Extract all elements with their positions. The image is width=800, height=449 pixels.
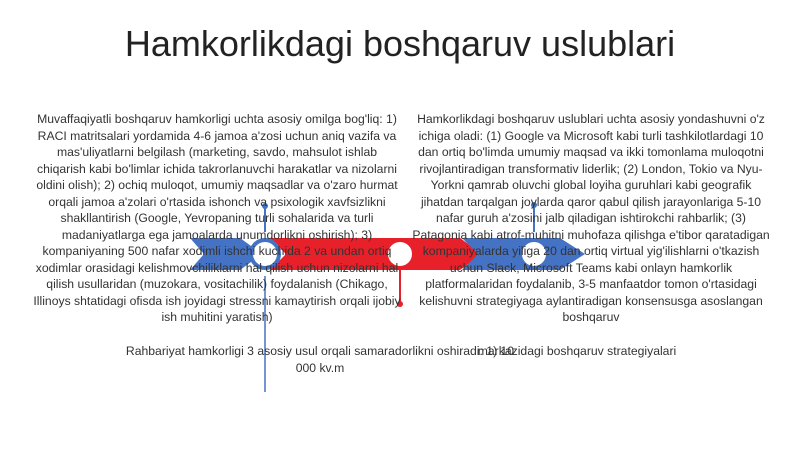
bottom-right-description: markazidagi boshqaruv strategiyalari — [477, 344, 677, 358]
left-description: Muvaffaqiyatli boshqaruv hamkorligi uchta asosiy omilga bog'liq: 1) RACI matritsalari yordamida 4-6 jamoa a'zosi uchun aniq vazifa va mas'uliyatlarni belgilash (marketing, savdo, mahsulot ishlab chiqarish kabi bo'limlar ichida takrorlanuvchi harakatlar va nizolarni oldini olish); 2) ochiq muloqot, umumiy maqsadlar va o'zaro hurmat orqali jamoa a'zolari o'rtasida ishonch va psixologik xavfsizlikni shakllantirish (Google, Yevropaning turli sohalarida va turli madaniyatlarga ega jamoalarda unumdorlikni oshirish); 3) kompaniyaning 500 nafar xodimli ishchi kuchida 2 va undan ortiq xodimlar orasidagi kelishmovchiliklarni hal qilish uchun nizolarni hal qilish usullaridan (muzokara, vositachilik) foydalanish (Chikago, Illinoys shtatidagi ofisda ish joyidagi stressni kamaytirish orqali ijobiy ish muhitini yaratish) — [33, 112, 401, 324]
bottom-left-description: Rahbariyat hamkorligi 3 asosiy usul orqali samaradorlikni oshiradi: 1) 10 000 kv.m — [125, 344, 515, 375]
right-description: Hamkorlikdagi boshqaruv uslublari uchta asosiy yondashuvni o'z ichiga oladi: (1) Google va Microsoft kabi turli tashkilotlardagi 10 dan ortiq bo'limda umumiy maqsad va ikki tomonlama muloqotni rivojlantiradigan transformativ liderlik; (2) London, Tokio va Nyu-Yorkni qamrab oluvchi global loyiha guruhlari kabi geografik jihatdan tarqalgan joylarda qaror qabul qilish jarayonlariga 5-10 nafar guruh a'zosini jalb qiladigan ishtirokchi rahbarlik; (3) Patagonia kabi atrof-muhitni muhofaza qilishga e'tibor qaratadigan kompaniyalarda yiliga 20 dan ortiq virtual yig'ilishlarni o'tkazish uchun Slack, Microsoft Teams kabi onlayn hamkorlik platformalaridan foydalanib, 3-5 manfaatdor tomon o'rtasidagi kelishuvni strategiyaga aylantiradigan konsensusga asoslangan boshqaruv — [412, 112, 770, 324]
slide-title: Hamkorlikdagi boshqaruv uslublari — [124, 23, 676, 64]
